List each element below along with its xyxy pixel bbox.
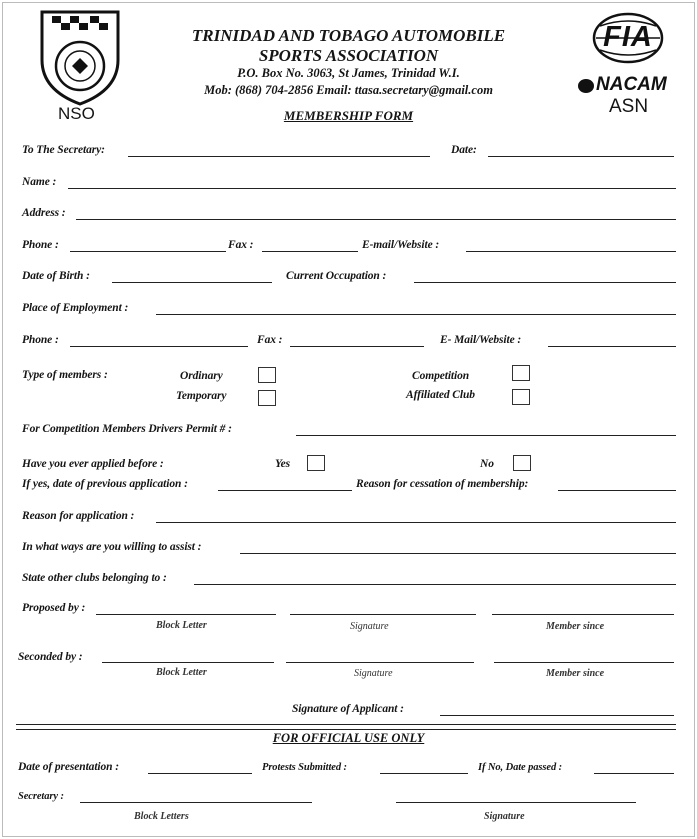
date-passed-label: If No, Date passed : [478, 762, 563, 773]
proposed-signature-field[interactable] [290, 614, 476, 615]
protests-submitted-field[interactable] [380, 773, 468, 774]
proposed-block-field[interactable] [96, 614, 276, 615]
secretary-label: Secretary : [18, 791, 64, 802]
reason-application-field[interactable] [156, 522, 676, 523]
form-title: MEMBERSHIP FORM [283, 108, 414, 123]
official-divider [16, 724, 676, 730]
fax2-field[interactable] [290, 346, 424, 347]
org-title-line2: SPORTS ASSOCIATION [258, 46, 439, 65]
fax-label: Fax : [228, 239, 254, 251]
seconded-member-since-caption: Member since [546, 668, 605, 679]
name-label: Name : [22, 176, 57, 188]
affiliated-club-checkbox[interactable] [512, 389, 530, 405]
phone-label: Phone : [22, 239, 59, 251]
asn-caption: ASN [609, 96, 649, 117]
occupation-label: Current Occupation : [286, 270, 387, 282]
seconded-block-caption: Block Letter [156, 667, 207, 678]
address-label: Address : [22, 207, 66, 219]
phone-field[interactable] [70, 251, 226, 252]
secretary-block-caption: Block Letters [134, 811, 189, 822]
date-presentation-label: Date of presentation : [18, 761, 119, 773]
seconded-signature-caption: Signature [354, 668, 393, 679]
reason-cessation-field[interactable] [558, 490, 676, 491]
email-field[interactable] [466, 251, 676, 252]
temporary-label: Temporary [176, 390, 227, 402]
fax2-label: Fax : [257, 334, 283, 346]
no-label: No [480, 458, 494, 470]
other-clubs-field[interactable] [194, 584, 676, 585]
drivers-permit-label: For Competition Members Drivers Permit # : [22, 423, 232, 435]
to-secretary-field[interactable] [128, 156, 430, 157]
seconded-by-label: Seconded by : [18, 651, 83, 663]
previous-application-field[interactable] [218, 490, 352, 491]
applicant-signature-label: Signature of Applicant : [292, 703, 404, 715]
email2-field[interactable] [548, 346, 676, 347]
date-presentation-field[interactable] [148, 773, 252, 774]
proposed-block-caption: Block Letter [156, 620, 207, 631]
date-passed-field[interactable] [594, 773, 674, 774]
proposed-by-label: Proposed by : [22, 602, 86, 614]
yes-label: Yes [275, 458, 291, 470]
secretary-block-field[interactable] [80, 802, 312, 803]
official-use-title: FOR OFFICIAL USE ONLY [272, 731, 425, 745]
secretary-signature-caption: Signature [484, 811, 525, 822]
previous-application-label: If yes, date of previous application : [22, 478, 188, 490]
protests-submitted-label: Protests Submitted : [262, 762, 347, 773]
address-field[interactable] [76, 219, 676, 220]
applicant-signature-field[interactable] [440, 715, 674, 716]
willing-assist-field[interactable] [240, 553, 676, 554]
reason-application-label: Reason for application : [22, 510, 135, 522]
temporary-checkbox[interactable] [258, 390, 276, 406]
email-label: E-mail/Website : [362, 239, 440, 251]
nso-caption: NSO [58, 104, 95, 123]
org-title-line1: TRINIDAD AND TOBAGO AUTOMOBILE [191, 26, 506, 45]
yes-checkbox[interactable] [307, 455, 325, 471]
email2-label: E- Mail/Website : [440, 334, 522, 346]
to-secretary-label: To The Secretary: [22, 144, 105, 156]
date-field[interactable] [488, 156, 674, 157]
member-type-label: Type of members : [22, 369, 108, 381]
ordinary-label: Ordinary [180, 370, 223, 382]
applied-before-label: Have you ever applied before : [22, 458, 164, 470]
affiliated-club-label: Affiliated Club [406, 389, 475, 401]
name-field[interactable] [68, 188, 676, 189]
fia-text: FIA [603, 21, 653, 53]
secretary-signature-field[interactable] [396, 802, 636, 803]
employment-field[interactable] [156, 314, 676, 315]
reason-cessation-label: Reason for cessation of membership: [356, 478, 529, 490]
dob-label: Date of Birth : [22, 270, 90, 282]
phone2-field[interactable] [70, 346, 248, 347]
phone2-label: Phone : [22, 334, 59, 346]
ordinary-checkbox[interactable] [258, 367, 276, 383]
seconded-member-since-field[interactable] [494, 662, 674, 663]
org-address: P.O. Box No. 3063, St James, Trinidad W.I. [237, 66, 460, 80]
competition-label: Competition [412, 370, 470, 382]
occupation-field[interactable] [414, 282, 676, 283]
seconded-block-field[interactable] [102, 662, 274, 663]
dob-field[interactable] [112, 282, 272, 283]
willing-assist-label: In what ways are you willing to assist : [22, 541, 202, 553]
no-checkbox[interactable] [513, 455, 531, 471]
proposed-signature-caption: Signature [350, 621, 389, 632]
competition-checkbox[interactable] [512, 365, 530, 381]
other-clubs-label: State other clubs belonging to : [22, 572, 167, 584]
proposed-member-since-field[interactable] [492, 614, 674, 615]
fax-field[interactable] [262, 251, 358, 252]
org-contact: Mob: (868) 704-2856 Email: ttasa.secretary@gmail.com [204, 83, 493, 97]
drivers-permit-field[interactable] [296, 435, 676, 436]
seconded-signature-field[interactable] [286, 662, 474, 663]
nacam-text: NACAM [596, 74, 667, 95]
employment-label: Place of Employment : [22, 302, 129, 314]
date-label: Date: [451, 144, 477, 156]
proposed-member-since-caption: Member since [546, 621, 605, 632]
